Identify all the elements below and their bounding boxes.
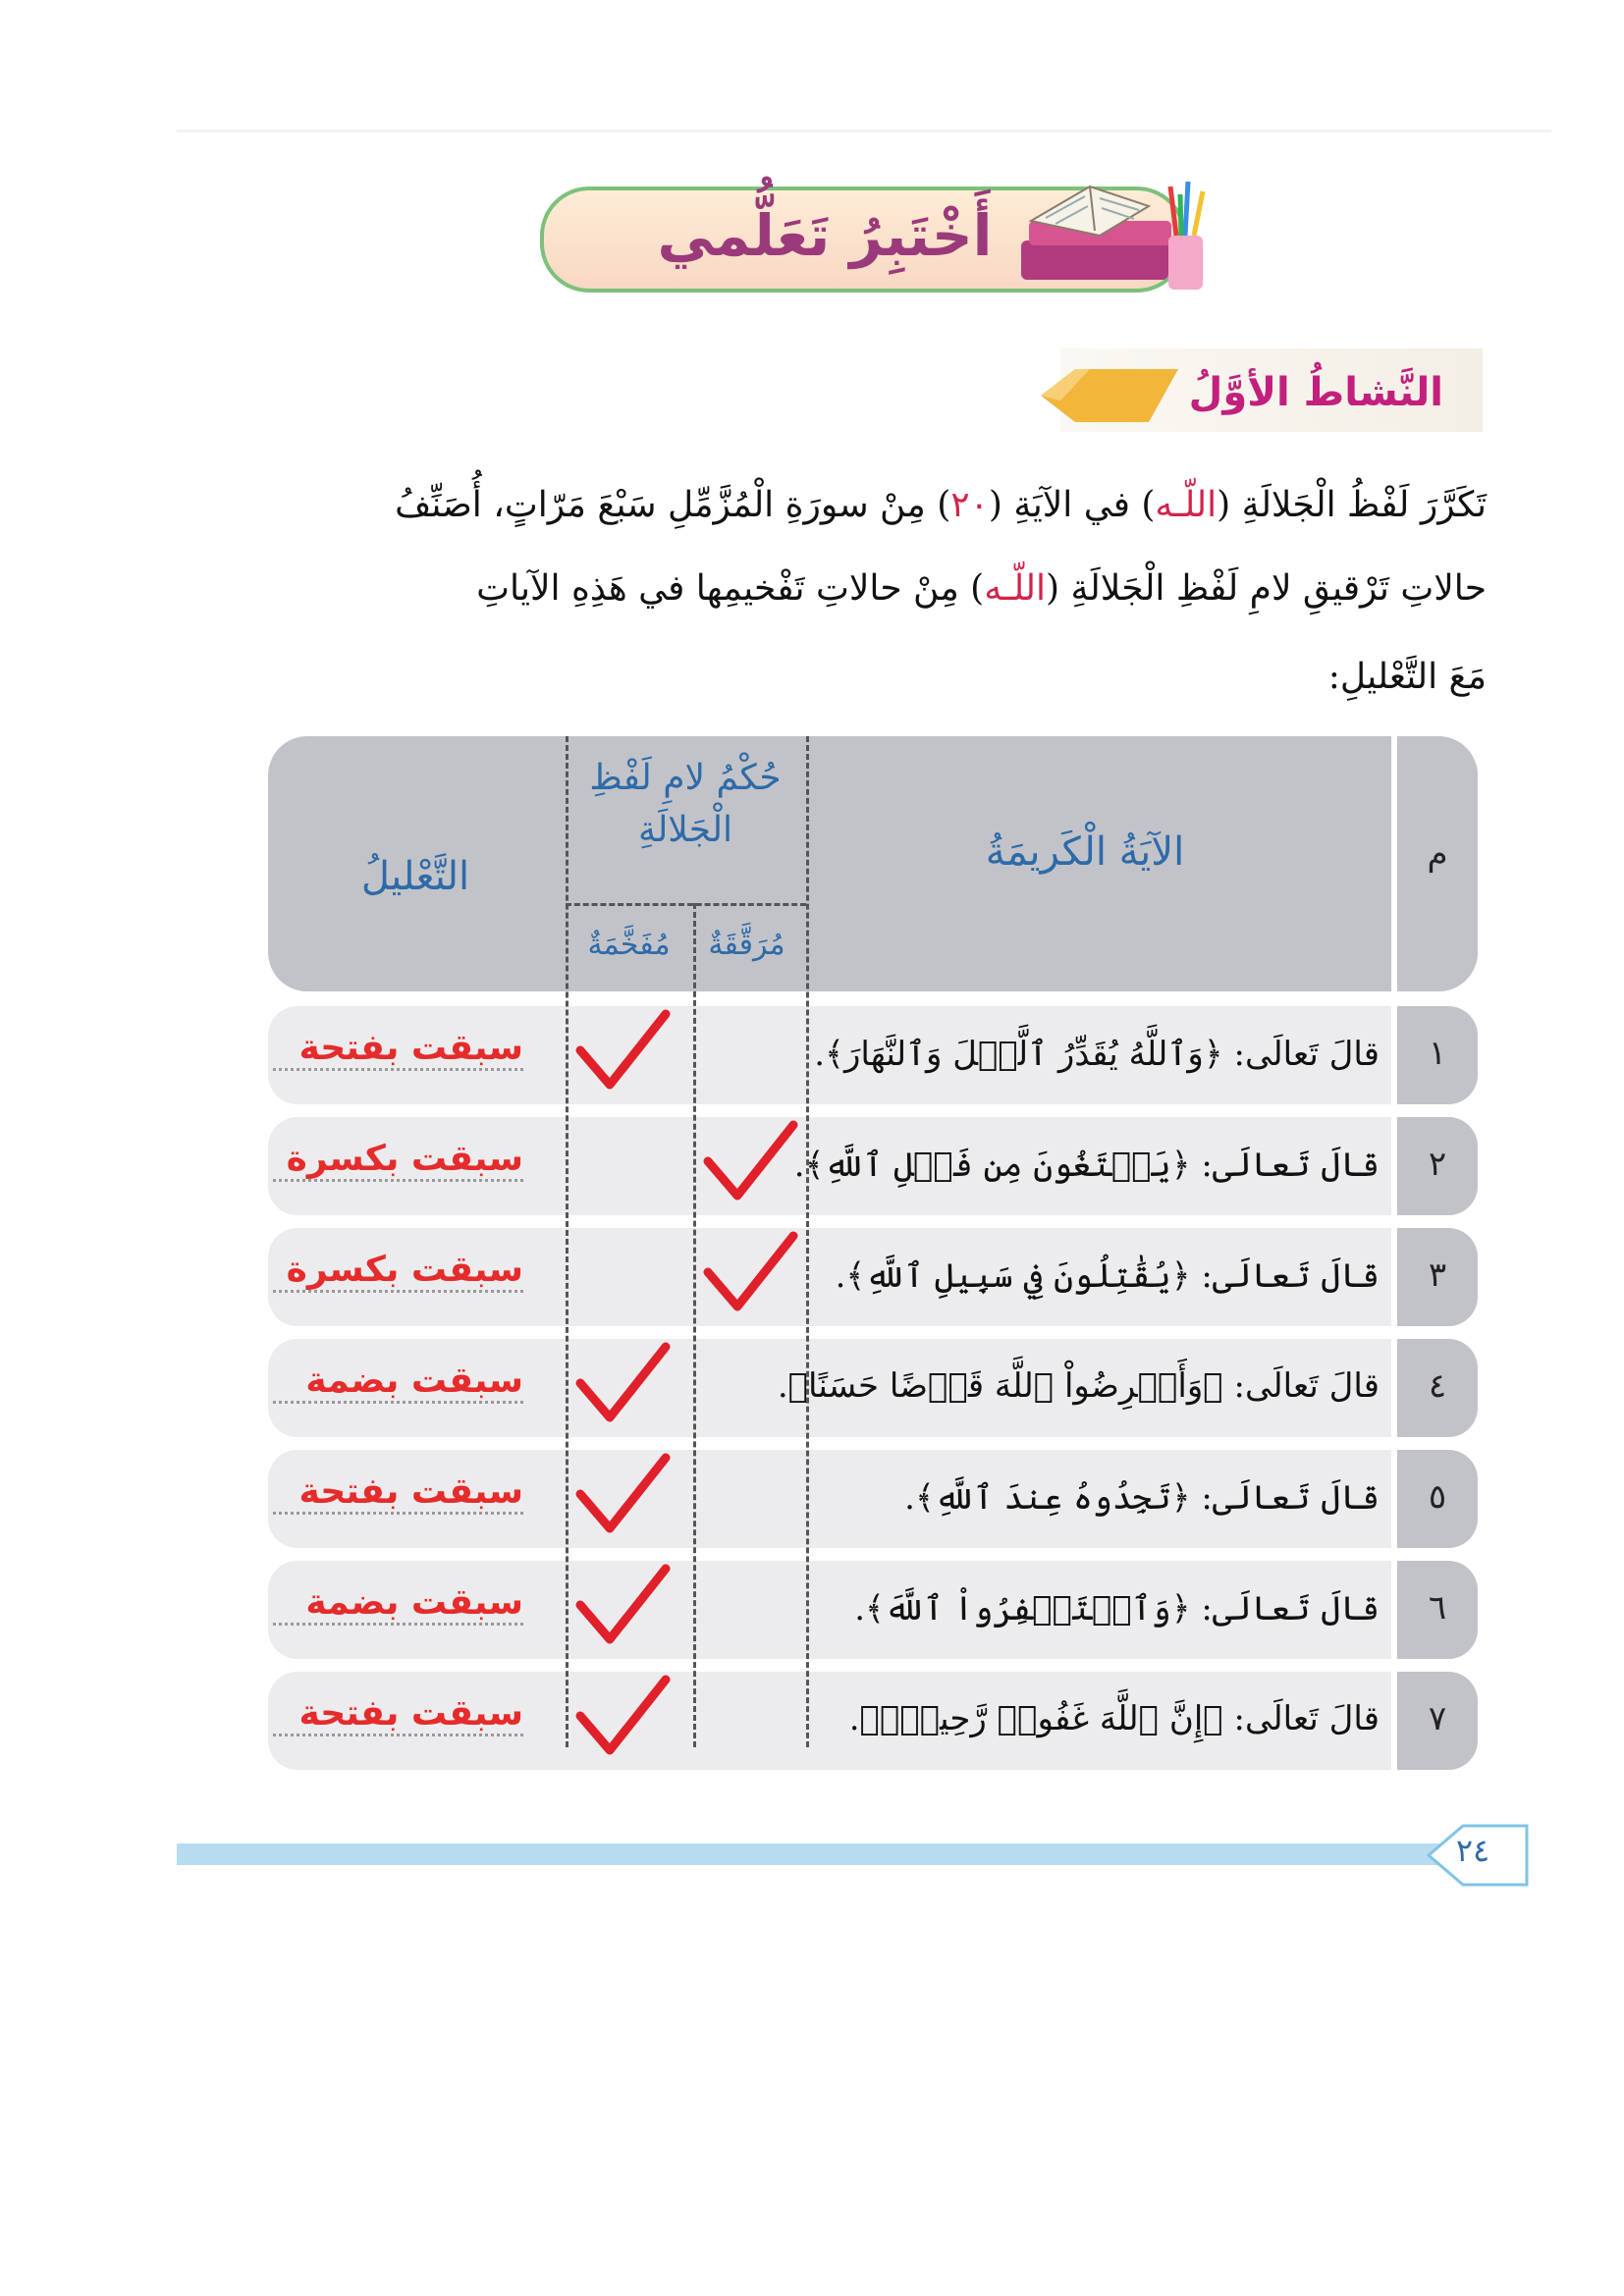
page-title: أَخْتَبِرُ تَعَلُّمي: [657, 202, 993, 269]
instructions-line-2: [259, 555, 1487, 623]
divider-ruling-split: [693, 903, 696, 1747]
verse-text: قالَ تَعالَى: ﴿إِنَّ ٱللَّهَ غَفُورٞ رَّحِيمُۢ﴾.: [848, 1699, 1380, 1738]
instr-text: ) مِنْ سورَةِ الْمُزَّمِّلِ سَبْعَ مَرّاتٍ، أُصَنِّفُ: [395, 485, 951, 525]
row-number: ٧: [1428, 1699, 1447, 1738]
verse-text: قالَ تَعالَى: ﴿يُقَٰتِلُونَ فِي سَبِيلِ ٱللَّهِ﴾.: [835, 1256, 1380, 1296]
header-ruling-line1: حُكْمُ لامِ لَفْظِ: [589, 758, 782, 798]
check-icon: [572, 1006, 671, 1095]
header-ruling-line2: الْجَلالَةِ: [638, 810, 732, 850]
footer-line: [177, 1843, 1453, 1865]
instructions-line-3: مَعَ التَّعْليلِ:: [1327, 657, 1487, 697]
instr-text: ) في الآيَةِ (: [988, 485, 1156, 525]
table-header: [268, 736, 1478, 991]
header-reason: التَّعْليلُ: [360, 854, 470, 899]
verse-text: قالَ تَعالَى: ﴿وَٱسۡتَغۡفِرُواْ ٱللَّهَ﴾.: [854, 1589, 1380, 1629]
reason-text: سبقت بكسرة: [273, 1139, 523, 1182]
reason-text: سبقت بكسرة: [273, 1250, 523, 1293]
check-icon: [572, 1561, 671, 1649]
table-row: [268, 1561, 1478, 1659]
check-icon: [572, 1339, 671, 1427]
reason-text: سبقت بفتحة: [273, 1693, 523, 1736]
row-number: ٣: [1428, 1255, 1447, 1295]
divider-ruling-verse: [806, 736, 809, 1747]
table-row: [268, 1006, 1478, 1104]
verse-text: قالَ تَعالَى: ﴿وَٱللَّهُ يُقَدِّرُ ٱلَّيۡلَ وَٱلنَّهَارَ﴾.: [814, 1035, 1380, 1074]
reason-text: سبقت بضمة: [273, 1361, 523, 1404]
divider-reason-ruling: [566, 736, 568, 1747]
reason-text: سبقت بفتحة: [273, 1471, 523, 1515]
row-number: ٦: [1428, 1588, 1447, 1628]
check-icon: [700, 1117, 798, 1205]
table-row: [268, 1339, 1478, 1437]
instr-highlight: ٢٠: [950, 485, 989, 525]
reason-text: سبقت بفتحة: [273, 1028, 523, 1071]
header-muraqqaqa: مُرَقَّقَةٌ: [708, 928, 785, 962]
reason-text: سبقت بضمة: [273, 1582, 523, 1626]
instr-text: ) مِنْ حالاتِ تَفْخيمِها في هَذِهِ الآياتِ: [476, 568, 985, 609]
table-row: [268, 1672, 1478, 1770]
activity-tag-icon: [1031, 361, 1188, 430]
row-number: ٢: [1428, 1145, 1447, 1184]
row-number: ٥: [1428, 1477, 1447, 1517]
divider-ruling-header: [566, 903, 806, 906]
verse-text: قالَ تَعالَى: ﴿وَأَقۡرِضُواْ ٱللَّهَ قَرۡضًا حَسَنًا﴾.: [777, 1366, 1380, 1406]
instr-text: حالاتِ تَرْقيقِ لامِ لَفْظِ الْجَلالَةِ (: [1045, 568, 1487, 609]
instr-highlight: اللّـه: [984, 568, 1046, 609]
row-number: ١: [1428, 1034, 1447, 1073]
check-icon: [700, 1228, 798, 1316]
verse-text: قالَ تَعالَى: ﴿يَبۡتَغُونَ مِن فَضۡلِ ٱللَّهِ﴾.: [793, 1146, 1380, 1185]
check-icon: [572, 1672, 671, 1760]
page-number: ٢٤: [1455, 1832, 1490, 1869]
table-row: [268, 1117, 1478, 1215]
header-mufakhkhama: مُفَخَّمَةٌ: [587, 928, 671, 962]
books-icon: [1001, 147, 1218, 314]
instructions-line-1: [259, 471, 1487, 540]
check-icon: [572, 1450, 671, 1538]
verse-text: قالَ تَعالَى: ﴿تَجِدُوهُ عِندَ ٱللَّهِ﴾.: [904, 1478, 1380, 1518]
activity-title: النَّشاطُ الأوَّلُ: [1188, 370, 1443, 415]
header-num: م: [1427, 834, 1448, 874]
instr-highlight: اللّـه: [1155, 485, 1218, 525]
table-row: [268, 1228, 1478, 1326]
table-row: [268, 1450, 1478, 1548]
row-number: ٤: [1428, 1366, 1447, 1406]
instr-text: تَكَرَّرَ لَفْظُ الْجَلالَةِ (: [1217, 485, 1487, 525]
header-verse: الآيَةُ الْكَريمَةُ: [985, 829, 1185, 875]
classification-table: [268, 736, 1478, 1747]
